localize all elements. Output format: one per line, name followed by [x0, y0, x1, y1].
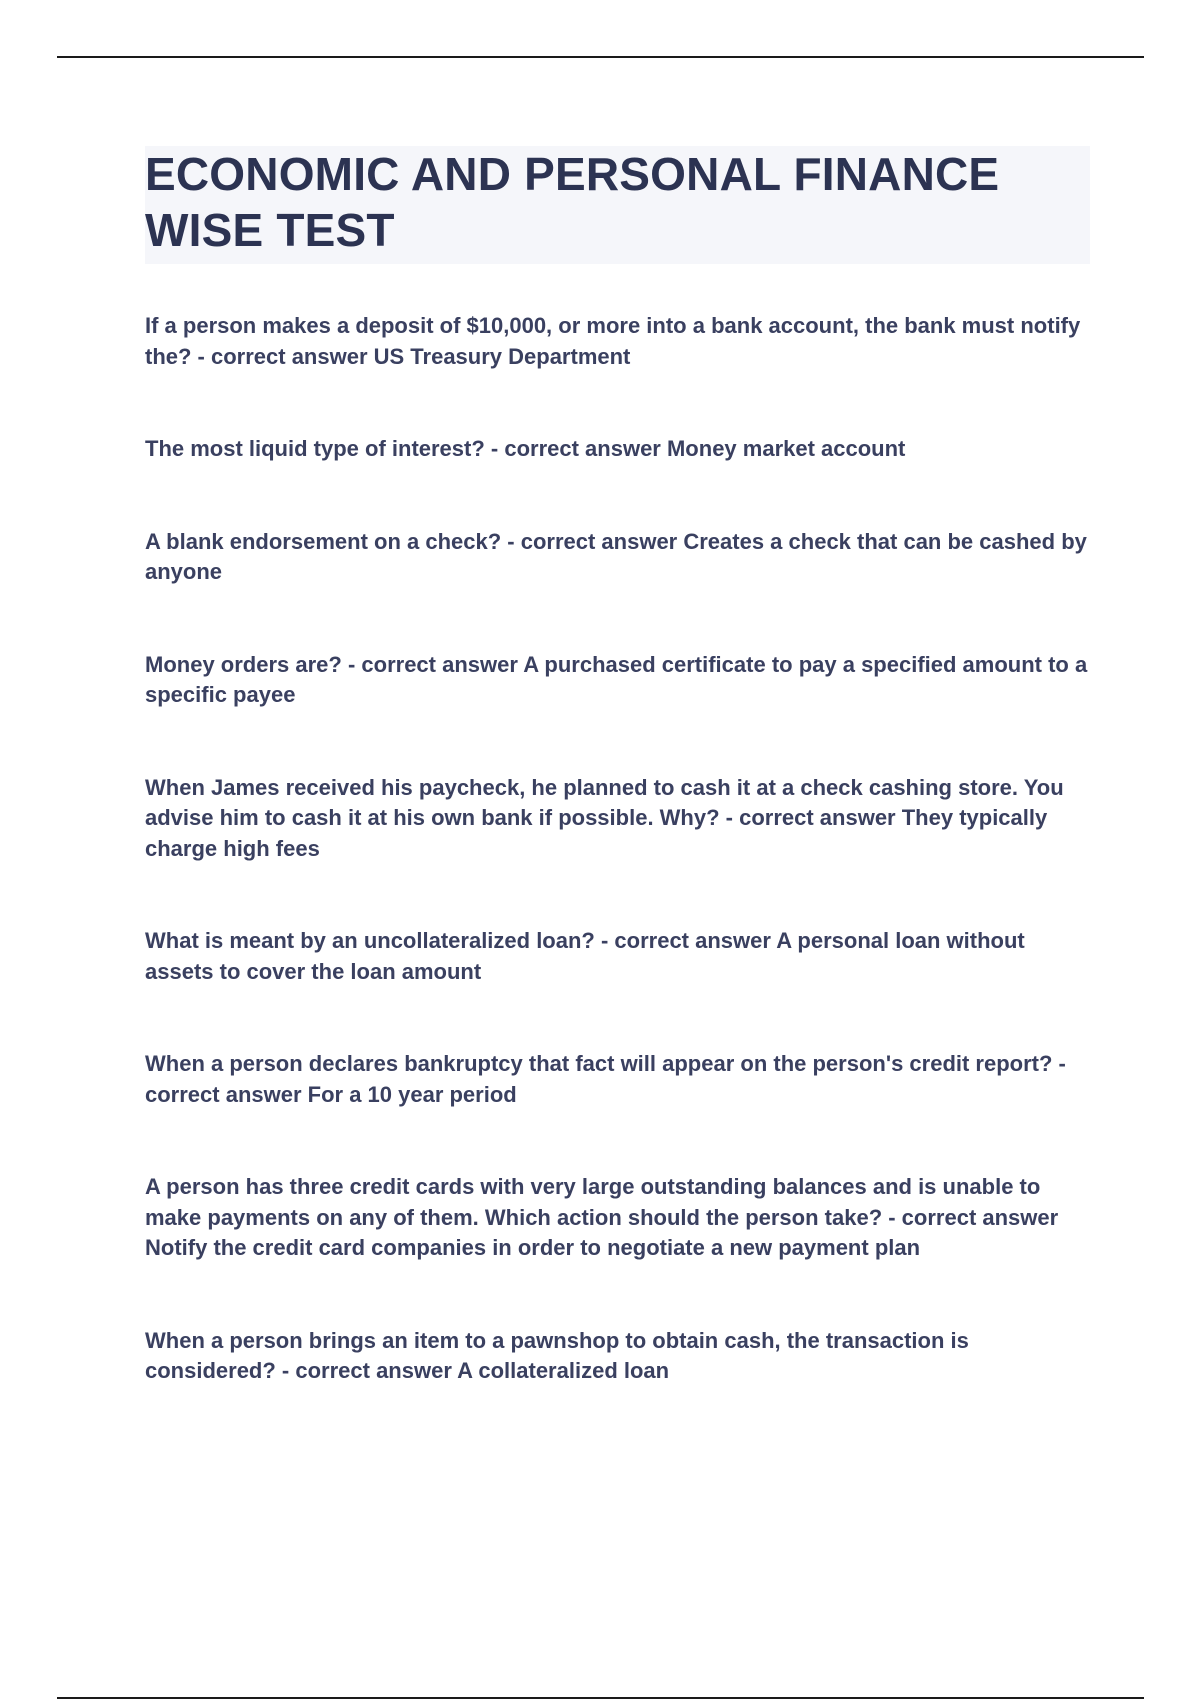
top-rule: [57, 56, 1144, 58]
document-title: ECONOMIC AND PERSONAL FINANCE WISE TEST: [145, 148, 1000, 256]
qa-item: A person has three credit cards with very large outstanding balances and is unable to make payments on any of them. Which action should the person take? - correct answer Notify the credit card companies in order to negotiate a new payment plan: [145, 1174, 1059, 1260]
bottom-rule: [57, 1697, 1144, 1699]
qa-item: When James received his paycheck, he planned to cash it at a check cashing store. You advise him to cash it at his own bank if possible. Why? - correct answer They typically charge high fees: [145, 774, 1064, 861]
title-band: [145, 146, 1090, 264]
qa-item: A blank endorsement on a check? - correct answer Creates a check that can be cashed by anyone: [145, 528, 1087, 584]
qa-item: When a person brings an item to a pawnshop to obtain cash, the transaction is considered? - correct answer A collateralized loan: [145, 1327, 969, 1383]
document-body: [145, 146, 1090, 1449]
qa-list: [145, 311, 1090, 1387]
qa-item: If a person makes a deposit of $10,000, or more into a bank account, the bank must notify the? - correct answer US Treasury Department: [145, 313, 1081, 369]
qa-item: When a person declares bankruptcy that fact will appear on the person's credit report? - correct answer For a 10 year period: [145, 1051, 1066, 1107]
qa-item: Money orders are? - correct answer A purchased certificate to pay a specified amount to a specific payee: [145, 651, 1088, 707]
qa-item: What is meant by an uncollateralized loan? - correct answer A personal loan without assets to cover the loan amount: [145, 928, 1025, 984]
qa-item: The most liquid type of interest? - correct answer Money market account: [145, 436, 906, 461]
